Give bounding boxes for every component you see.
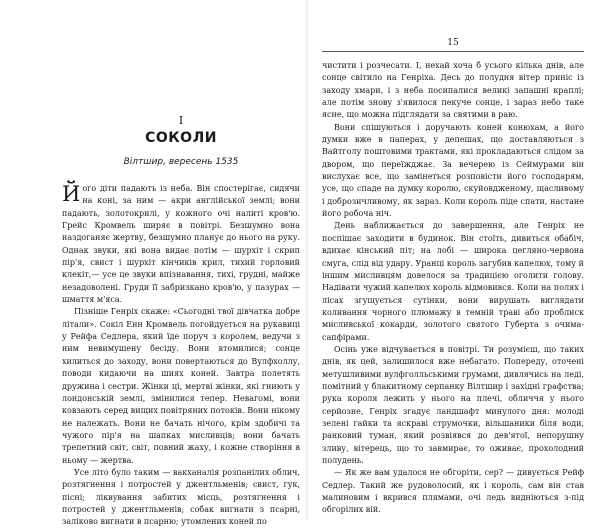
paragraph: День наближається до завершення, але Генріх не поспішає заходити в будинок. Він стоїть, дивиться обабіч, вдихає кінський піт; на лобі — широка цегляно-червона смуга, слід від удару. Уранці король загубив капелюх, тому й іншим мисливцям довелося за традицією оголити голову. Надівати чужий капелюх король відмовився. Коли на полях і лісах згущується сутінки, вони вирушать виглядати коливання чорного плюмажу в темній траві або проблиск мисливської кокарди, золотого святого Губерта з очима-сапфірами. [322,221,584,342]
paragraph: — Як же вам удалося не обгоріти, сер? — дивується Рейф Седлер. Такий же рудоволосий, як і король, сам він став малиновим і вкрився плямами, очі ледь видніються з-під обгорілих вій. [322,468,584,515]
header-rule [322,51,584,52]
paragraph: чистити і розчесати. І, нехай хоча б усього кілька днів, але сонце світило на Генріха. Десь до полудня вітер приніс із заходу хмари, і з неба посипалися великі запашні краплі; але потім знову з'явилося пекуче сонце, і зараз небо таке ясне, що можна підглядати за святими в раю. [322,61,584,120]
paragraph: Усе літо було таким — вакханалія розпанілих облич, розтягнення і потростей у джентльменів; свист, гук, пісні; ліквування забитих місць, розтягнення і потростей у джентльменів; собак вигнати з псарні, заліково вигнати в псарню; утомлених коней по [62,467,300,527]
paragraph [62,183,300,306]
paragraph-text: ого діти падають із неба. Він спостерігає, сидячи на коні, за ним — акри англійської землі; вони падають, золотокрилі, у кожного очі налиті кров'ю. Грейс Кромвель ширяє в повітрі. Безшумно вона наздоганяє жертву, безшумно планує до нього на руку. Однак звуки, які вона видає потім — шурхіт і скрип пір'я, свист і шурхіт кінчиків крил, тихий горловий клекіт,— усе це звуки впізнавання, тихі, грудні, майже незадоволені. Груди її забризкано кров'ю, у пазурах — шмаття м'яса. [62,184,300,305]
left-page-body [62,183,300,529]
right-page-body [322,60,584,517]
chapter-subtitle: Вілтшир, вересень 1535 [123,157,239,167]
left-page [62,0,300,527]
right-page [322,0,584,519]
drop-cap: Й [62,182,81,206]
paragraph: Вони спішуються і доручають коней конюхам, а його думки вже в паперах, у депешах, що доставляються з Вайтголу поштовими трактами, які прокладаються слідом за двором, що переїжджає. За вечерею із Сеймурами він вислухає все, що замінеться розповісти його господарям, усе, що спаде на думку королю, скуйовдженому, щасливому і доброзичливому, як зараз. Коли король піде спати, настане його робоча ніч. [322,122,584,219]
paragraph: Пізніше Генріх скаже: «Сьогодні твої дівчатка добре літали». Сокіл Енн Кромвель погойдується на рукавиці у Рейфа Седлера, який їде поруч з королем, ведучи з ним невимушену бесіду. Вони втомилися; сонце хилиться до заходу, вони повертаються до Вулфхоллу, поводи кидаючи на шиях коней. Завтра полетять дружина і сестри. Жінки ці, мертві жінки, які гниють у лондонській землі, змінилися тепер. Невагомі, вони ковзають серед вищих повітряних потоків. Вони нікому не належать. Вони не бачать нічого, крім здобичі та чужого пір'я на шапках мисливців; вони бачать трепетний світ, світ, повний жаху, і кожне створіння в ньому — жертва. [62,307,300,465]
chapter-title: СОКОЛИ [145,130,217,146]
paragraph: Осінь уже відчувається в повітрі. Ти розумієш, що таких днів, як цей, залишилося вже небагато. Попереду, оточені метушливими вулфголльськими грумами, дивлячись на леді, помітний у блакитному серпанку Вілтшир і західні графства; рука короля лежить у нього на плечі, обличчя у нього серйозне, Генріх згадує ландшафт минулого дня: молоді зелені гайки та яскраві струмочки, вільшаники біля води, ранковий туман, який розвіявся до дев'ятої, непорушну зливу, вітерець, що то завмирає, то оживає, прохолодний полудень. [322,344,584,465]
page-number: 15 [447,38,459,48]
book-spine [306,0,308,519]
chapter-number: I [178,114,184,127]
